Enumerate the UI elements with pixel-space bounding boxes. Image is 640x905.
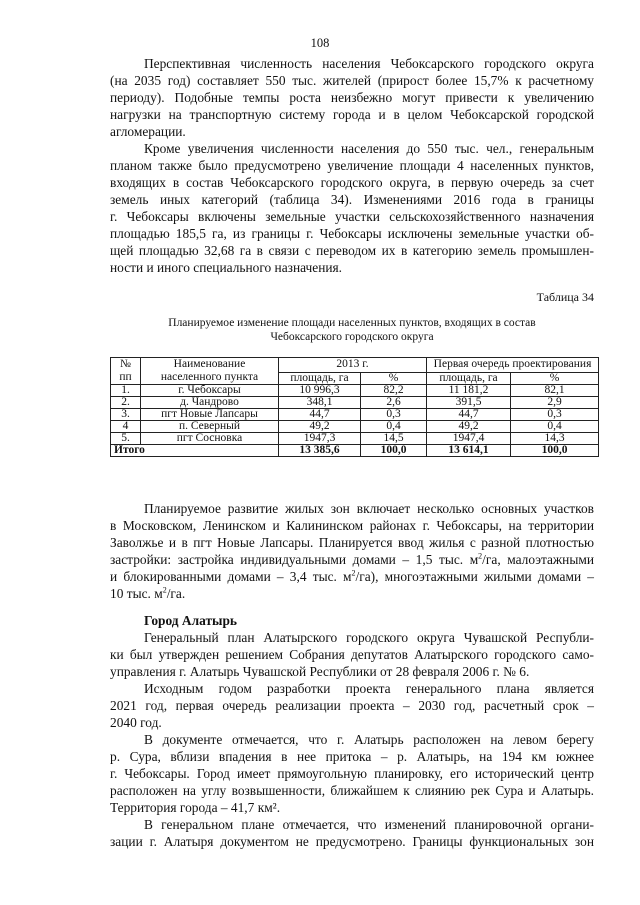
text-line: Заволжье и в пгт Новые Лапсары. Планируется ввод жилья с разной плотностью (110, 535, 594, 550)
table-total-row (111, 445, 599, 457)
cell: 391,5 (427, 397, 511, 409)
text-line: периоду). Подобные темпы роста неизбежно могут привести к увеличению (110, 90, 594, 105)
cell: 44,7 (427, 409, 511, 421)
text-line: площадью 185,5 га, из границы г. Чебоксары исключены земельные участки об- (110, 226, 594, 241)
text-line: В документе отмечается, что г. Алатырь расположен на левом берегу (144, 732, 594, 747)
text-line: р. Сура, вблизи впадения в нее притока – р. Алатырь, на 194 км южнее (110, 749, 594, 764)
cell: 100,0 (511, 445, 599, 457)
cell: 1947,4 (427, 433, 511, 445)
text-line: и блокированными домами – 3,4 тыс. $м^2/га$), многоэтажными жилыми домами – (110, 568, 594, 584)
subheader-pct: % (361, 372, 427, 384)
cell: пгт Сосновка (141, 433, 279, 445)
subheader-area: площадь, га (279, 372, 361, 384)
text-line: зации г. Алатыря документом не предусмотрено. Границы функциональных зон (110, 834, 594, 849)
cell: 44,7 (279, 409, 361, 421)
header-name: Наименование населенного пункта (141, 358, 279, 385)
text-line: Кроме увеличения численности населения до 550 тыс. чел., генеральным (144, 141, 594, 156)
cell: 2,6 (361, 397, 427, 409)
cell: 100,0 (361, 445, 427, 457)
text-line: Исходным годом разработки проекта генерального плана является (144, 681, 594, 696)
cell: 0,4 (361, 421, 427, 433)
cell: 4 (111, 421, 141, 433)
text-line: ки был утвержден решением Собрания депутатов Алатырского городского само- (110, 647, 594, 662)
cell: д. Чандрово (141, 397, 279, 409)
text-line: управления г. Алатырь Чувашской Республики от 28 февраля 2006 г. № 6. (110, 664, 530, 679)
cell: пгт Новые Лапсары (141, 409, 279, 421)
header-no: № пп (111, 358, 141, 385)
subheader-area: площадь, га (427, 372, 511, 384)
table-row (111, 385, 599, 397)
cell: 0,3 (361, 409, 427, 421)
cell: г. Чебоксары (141, 385, 279, 397)
cell: п. Северный (141, 421, 279, 433)
table-caption-line: Планируемое изменение площади населенных пунктов, входящих в состав (168, 317, 536, 329)
subheader-pct: % (511, 372, 599, 384)
text-line: г. Чебоксары. Город имеет прямоугольную планировку, его исторический центр (110, 766, 594, 781)
cell: 3. (111, 409, 141, 421)
cell: 2,9 (511, 397, 599, 409)
header-first-stage: Первая очередь проектирования (427, 358, 599, 373)
cell: 348,1 (279, 397, 361, 409)
total-label: Итого (111, 445, 279, 457)
text-line: 10 тыс. $м^2/га$. (110, 585, 186, 601)
text-line: ности и иного специального назначения. (110, 260, 343, 275)
text-line: планом также было предусмотрено увеличение площади 4 населенных пунктов, (110, 158, 594, 173)
text-line: в Московском, Ленинском и Калининском районах г. Чебоксары, на территории (110, 518, 594, 533)
cell: 1947,3 (279, 433, 361, 445)
cell: 13 614,1 (427, 445, 511, 457)
text-line: (на 2035 год) составляет 550 тыс. жителей (прирост более 15,7% к расчетному (110, 73, 594, 88)
text-line: 2021 год, первая очередь реализации проекта – 2030 год, расчетный срок – (110, 698, 594, 713)
cell: 2. (111, 397, 141, 409)
text-line: входящих в состав Чебоксарского городского округа, в первую очередь за счет (110, 175, 594, 190)
text-line: земель иных категорий (таблица 34). Изменениями 2016 года в границы (110, 192, 594, 207)
text-line: 2040 год. (110, 715, 162, 730)
text-line: В генеральном плане отмечается, что изменений планировочной органи- (144, 817, 594, 832)
cell: 10 996,3 (279, 385, 361, 397)
table-label: Таблица 34 (536, 290, 594, 304)
cell: 49,2 (279, 421, 361, 433)
text-line: расположен на углу возвышенности, ближайшем к слиянию рек Сура и Алатырь. (110, 783, 594, 798)
text-line: застройки: застройка индивидуальными домами – 1,5 тыс. $м^2/га$, малоэтажными (110, 551, 594, 567)
text-line: Генеральный план Алатырского городского округа Чувашской Республи- (144, 630, 594, 645)
cell: 11 181,2 (427, 385, 511, 397)
cell: 14,5 (361, 433, 427, 445)
cell: 0,3 (511, 409, 599, 421)
cell: 0,4 (511, 421, 599, 433)
cell: 1. (111, 385, 141, 397)
table-row (111, 421, 599, 433)
text-line: агломерации. (110, 124, 186, 139)
cell: 14,3 (511, 433, 599, 445)
cell: 5. (111, 433, 141, 445)
table-row (111, 409, 599, 421)
text-line: щей площадью 32,68 га в связи с переводом их в категорию земель промышлен- (110, 243, 594, 258)
text-line: Перспективная численность населения Чебоксарского городского округа (144, 56, 594, 71)
cell: 13 385,6 (279, 445, 361, 457)
area-table (110, 357, 599, 457)
text-line: г. Чебоксары включены земельные участки сельскохозяйственного назначения (110, 209, 594, 224)
section-heading: Город Алатырь (144, 613, 238, 628)
cell: 49,2 (427, 421, 511, 433)
table-row (111, 433, 599, 445)
text-line: Территория города – 41,7 км². (110, 800, 281, 815)
table-caption-line: Чебоксарского городского округа (270, 331, 434, 343)
cell: 82,1 (511, 385, 599, 397)
table-row (111, 397, 599, 409)
header-2013: 2013 г. (279, 358, 427, 373)
text-line: Планируемое развитие жилых зон включает несколько основных участков (144, 501, 594, 516)
text-line: нагрузки на транспортную систему города и в целом Чебоксарской городской (110, 107, 594, 122)
page-number: 108 (310, 36, 330, 50)
cell: 82,2 (361, 385, 427, 397)
